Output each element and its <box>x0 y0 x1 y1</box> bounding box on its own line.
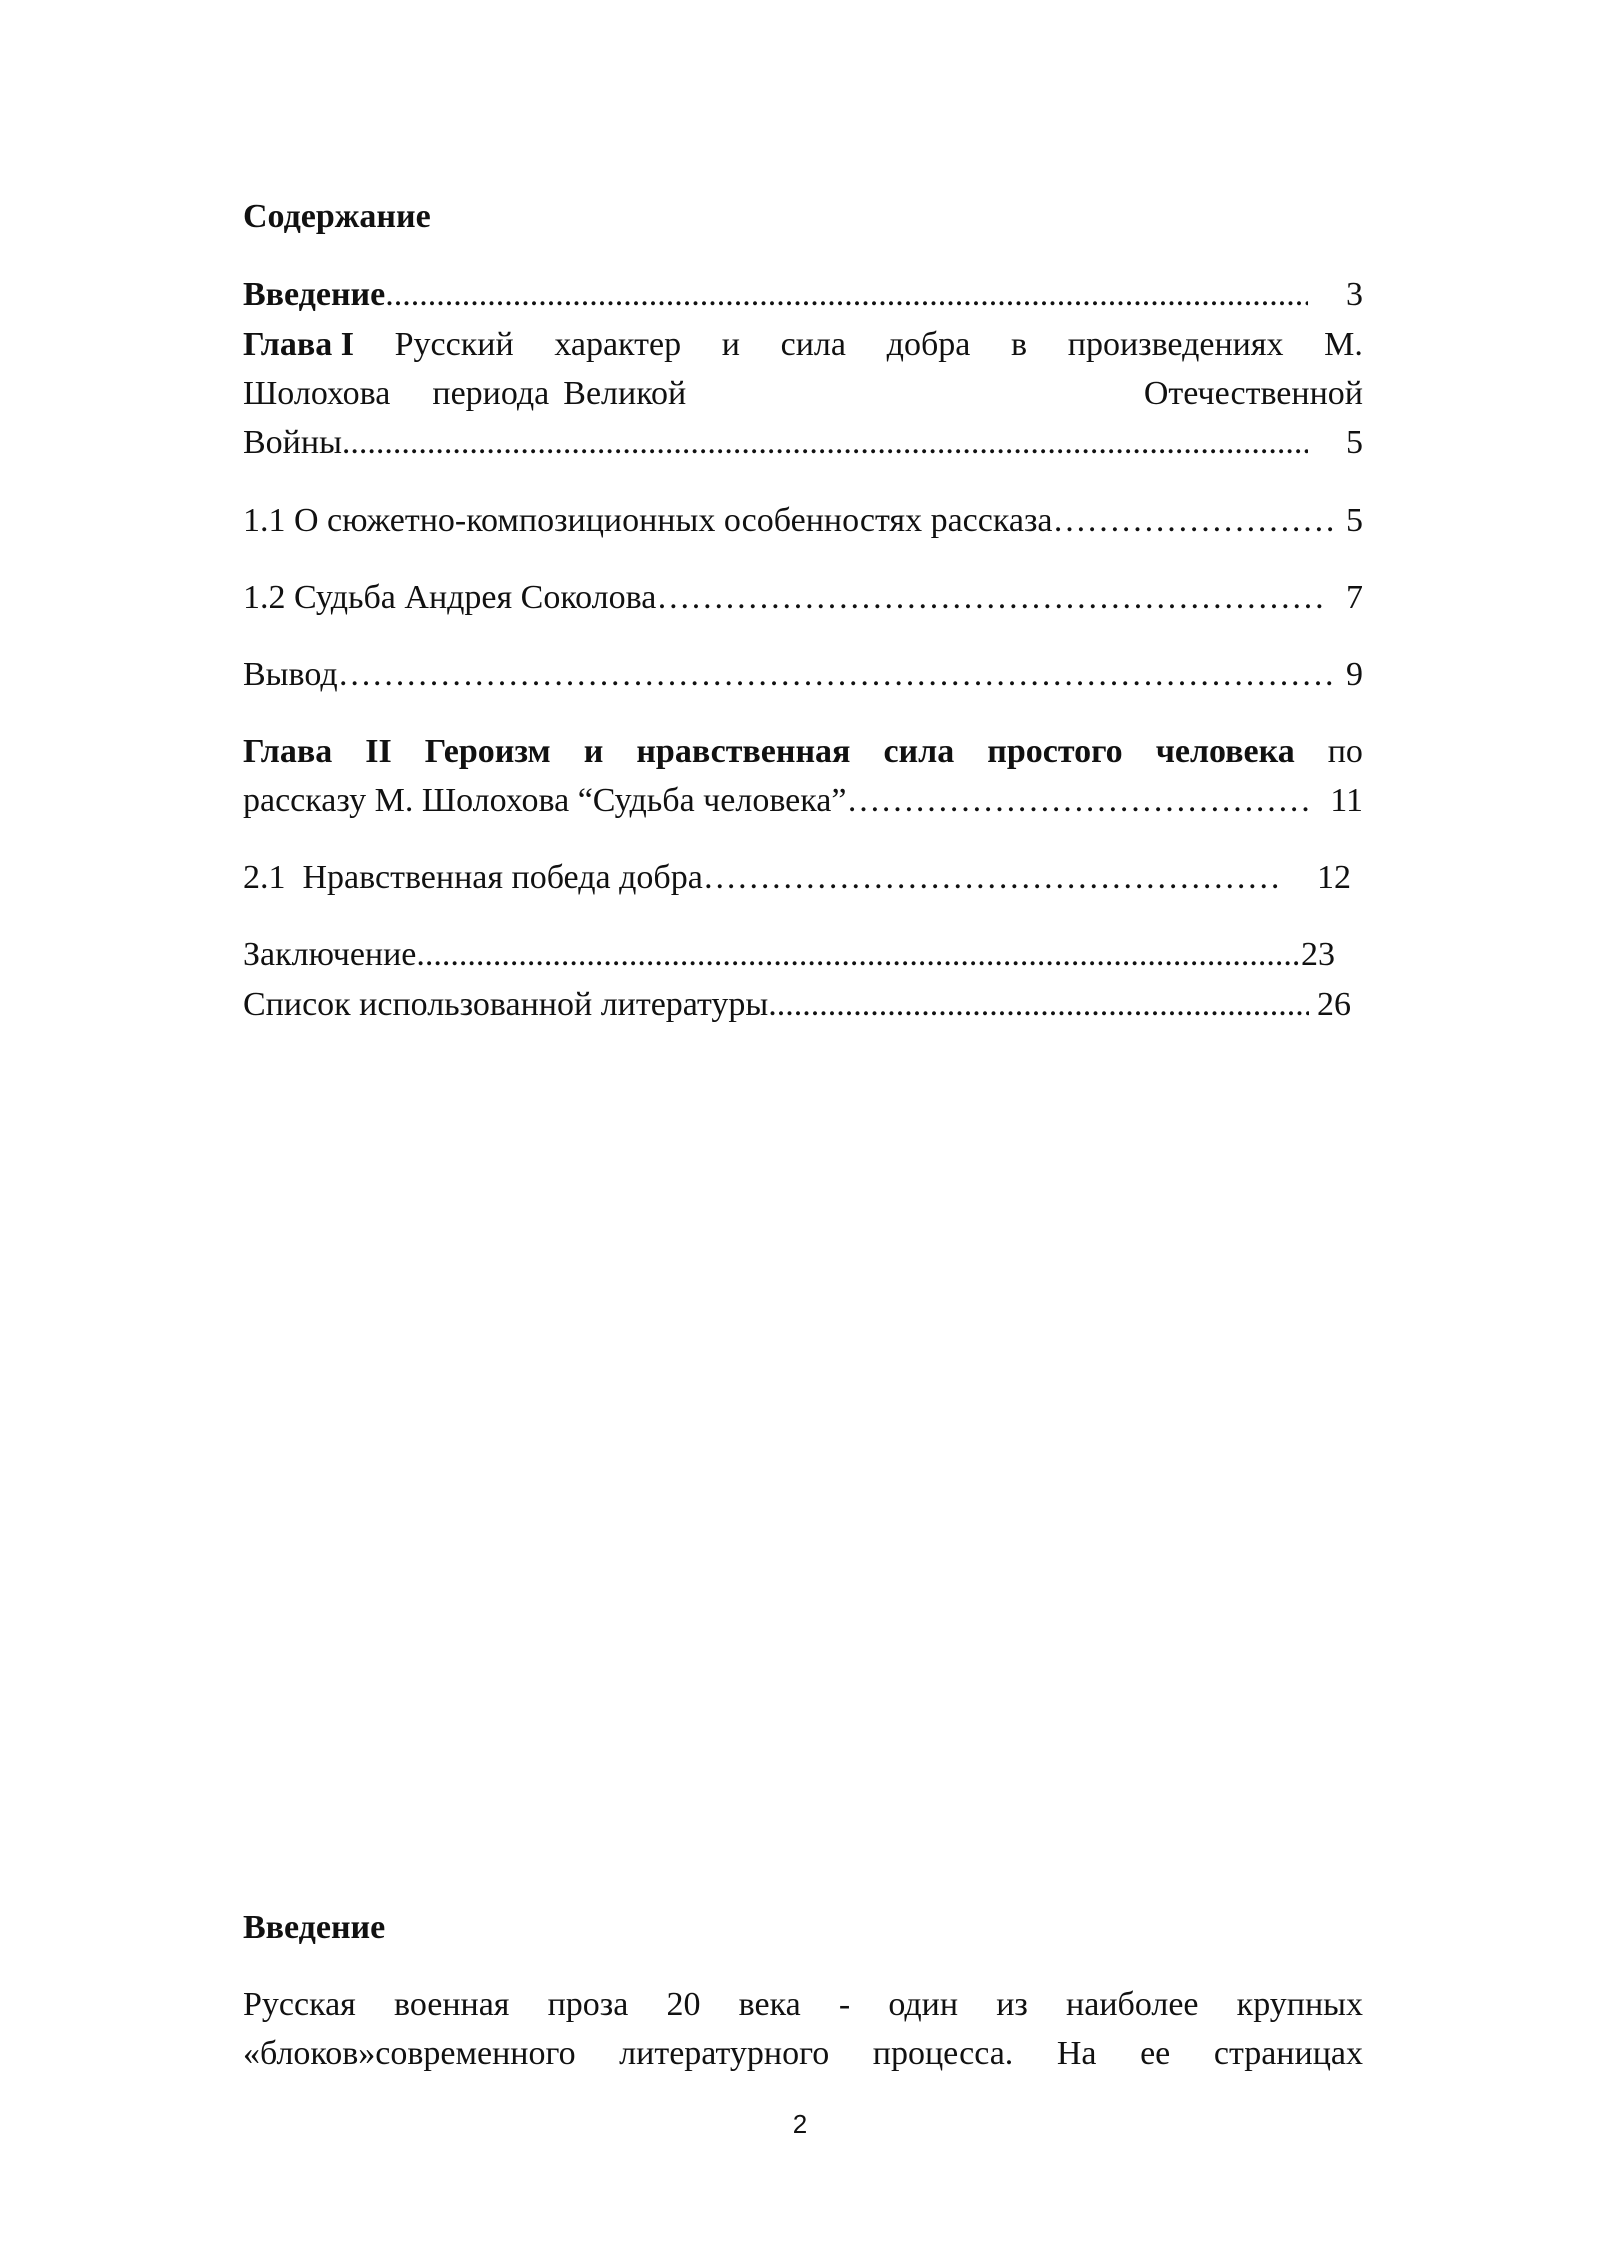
toc-entry-label: рассказу М. Шолохова “Судьба человека” <box>243 782 847 819</box>
chapter1-line1 <box>243 320 1363 369</box>
chapter1-word: периода <box>432 375 550 412</box>
toc-entry-chapter1[interactable] <box>243 320 1363 418</box>
chapter1-word: и <box>721 326 740 363</box>
intro-paragraph <box>243 1980 1363 2078</box>
chapter1-word: добра <box>886 326 971 363</box>
chapter1-word: Отечественной <box>1143 375 1363 412</box>
chapter1-prefix: Глава I <box>243 326 354 363</box>
dot-leader <box>1052 496 1334 545</box>
chapter2-word: человека <box>1155 733 1295 770</box>
paragraph-line: Русская военная проза 20 века - один из наиболее крупных <box>243 1986 1363 2023</box>
chapter2-line1 <box>243 727 1363 776</box>
toc-entry-label: 1.2 Судьба Андрея Соколова <box>243 579 657 616</box>
chapter2-word: нравственная <box>636 733 851 770</box>
chapter1-word: произведениях <box>1067 326 1284 363</box>
toc-entry-chapter1-end[interactable] <box>243 418 1363 467</box>
toc-entry-label: Войны <box>243 424 342 461</box>
toc-entry-label: Введение <box>243 276 386 313</box>
toc-entry-chapter2-end[interactable] <box>243 776 1363 825</box>
toc-entry-intro[interactable] <box>243 270 1363 319</box>
toc-entry-label: 1.1 О сюжетно-композиционных особенностях рассказа <box>243 502 1053 539</box>
dot-leader <box>768 980 1309 1029</box>
toc-entry-bibliography[interactable] <box>243 980 1351 1029</box>
chapter1-word: в <box>1011 326 1028 363</box>
dot-leader <box>342 418 1308 467</box>
chapter2-word: Глава <box>243 733 333 770</box>
paragraph-line: «блоков»современного литературного процесса. На ее страницах <box>243 2035 1363 2072</box>
toc-entry-page: 11 <box>1330 782 1363 819</box>
toc-entry-page: 5 <box>1346 424 1363 461</box>
chapter2-word: простого <box>987 733 1123 770</box>
toc-title: Содержание <box>243 198 431 235</box>
page-number: 2 <box>792 2109 808 2139</box>
toc-entry-label: 2.1 Нравственная победа добра <box>243 859 703 896</box>
dot-leader <box>656 573 1328 622</box>
chapter2-word: сила <box>883 733 955 770</box>
chapter1-word: Шолохова <box>243 375 391 412</box>
chapter1-word: Русский <box>394 326 514 363</box>
chapter2-word: по <box>1327 733 1363 770</box>
dot-leader <box>338 650 1338 699</box>
dot-leader <box>846 776 1308 825</box>
dot-leader <box>385 270 1308 319</box>
toc-entry-conclusion[interactable] <box>243 930 1335 979</box>
toc-entry-label: Список использованной литературы <box>243 986 769 1023</box>
chapter1-word: М. <box>1324 326 1363 363</box>
toc-entry-page: 3 <box>1346 276 1363 313</box>
toc-entry-page: 5 <box>1346 502 1363 539</box>
chapter1-line2 <box>243 369 1363 418</box>
toc-entry-page: 7 <box>1346 579 1363 616</box>
dot-leader <box>416 930 1301 979</box>
toc-entry-chapter2[interactable] <box>243 727 1363 776</box>
chapter2-word: и <box>583 733 604 770</box>
chapter1-word: сила <box>780 326 846 363</box>
section-heading: Введение <box>243 1909 386 1946</box>
toc-entry-page: 23 <box>1301 936 1335 973</box>
toc-entry-page: 9 <box>1346 656 1363 693</box>
toc-entry-vyvod[interactable] <box>243 650 1363 699</box>
toc-entry-1-1[interactable] <box>243 496 1363 545</box>
dot-leader <box>703 853 1283 902</box>
chapter2-word: Героизм <box>424 733 551 770</box>
toc-entry-label: Вывод <box>243 656 338 693</box>
toc-entry-2-1[interactable] <box>243 853 1351 902</box>
chapter1-word: характер <box>554 326 682 363</box>
toc-entry-1-2[interactable] <box>243 573 1363 622</box>
toc-entry-label: Заключение <box>243 936 417 973</box>
chapter2-word: II <box>365 733 392 770</box>
chapter1-word: Великой <box>563 375 687 412</box>
toc-entry-page: 12 <box>1317 859 1351 896</box>
toc-entry-page: 26 <box>1317 986 1351 1023</box>
